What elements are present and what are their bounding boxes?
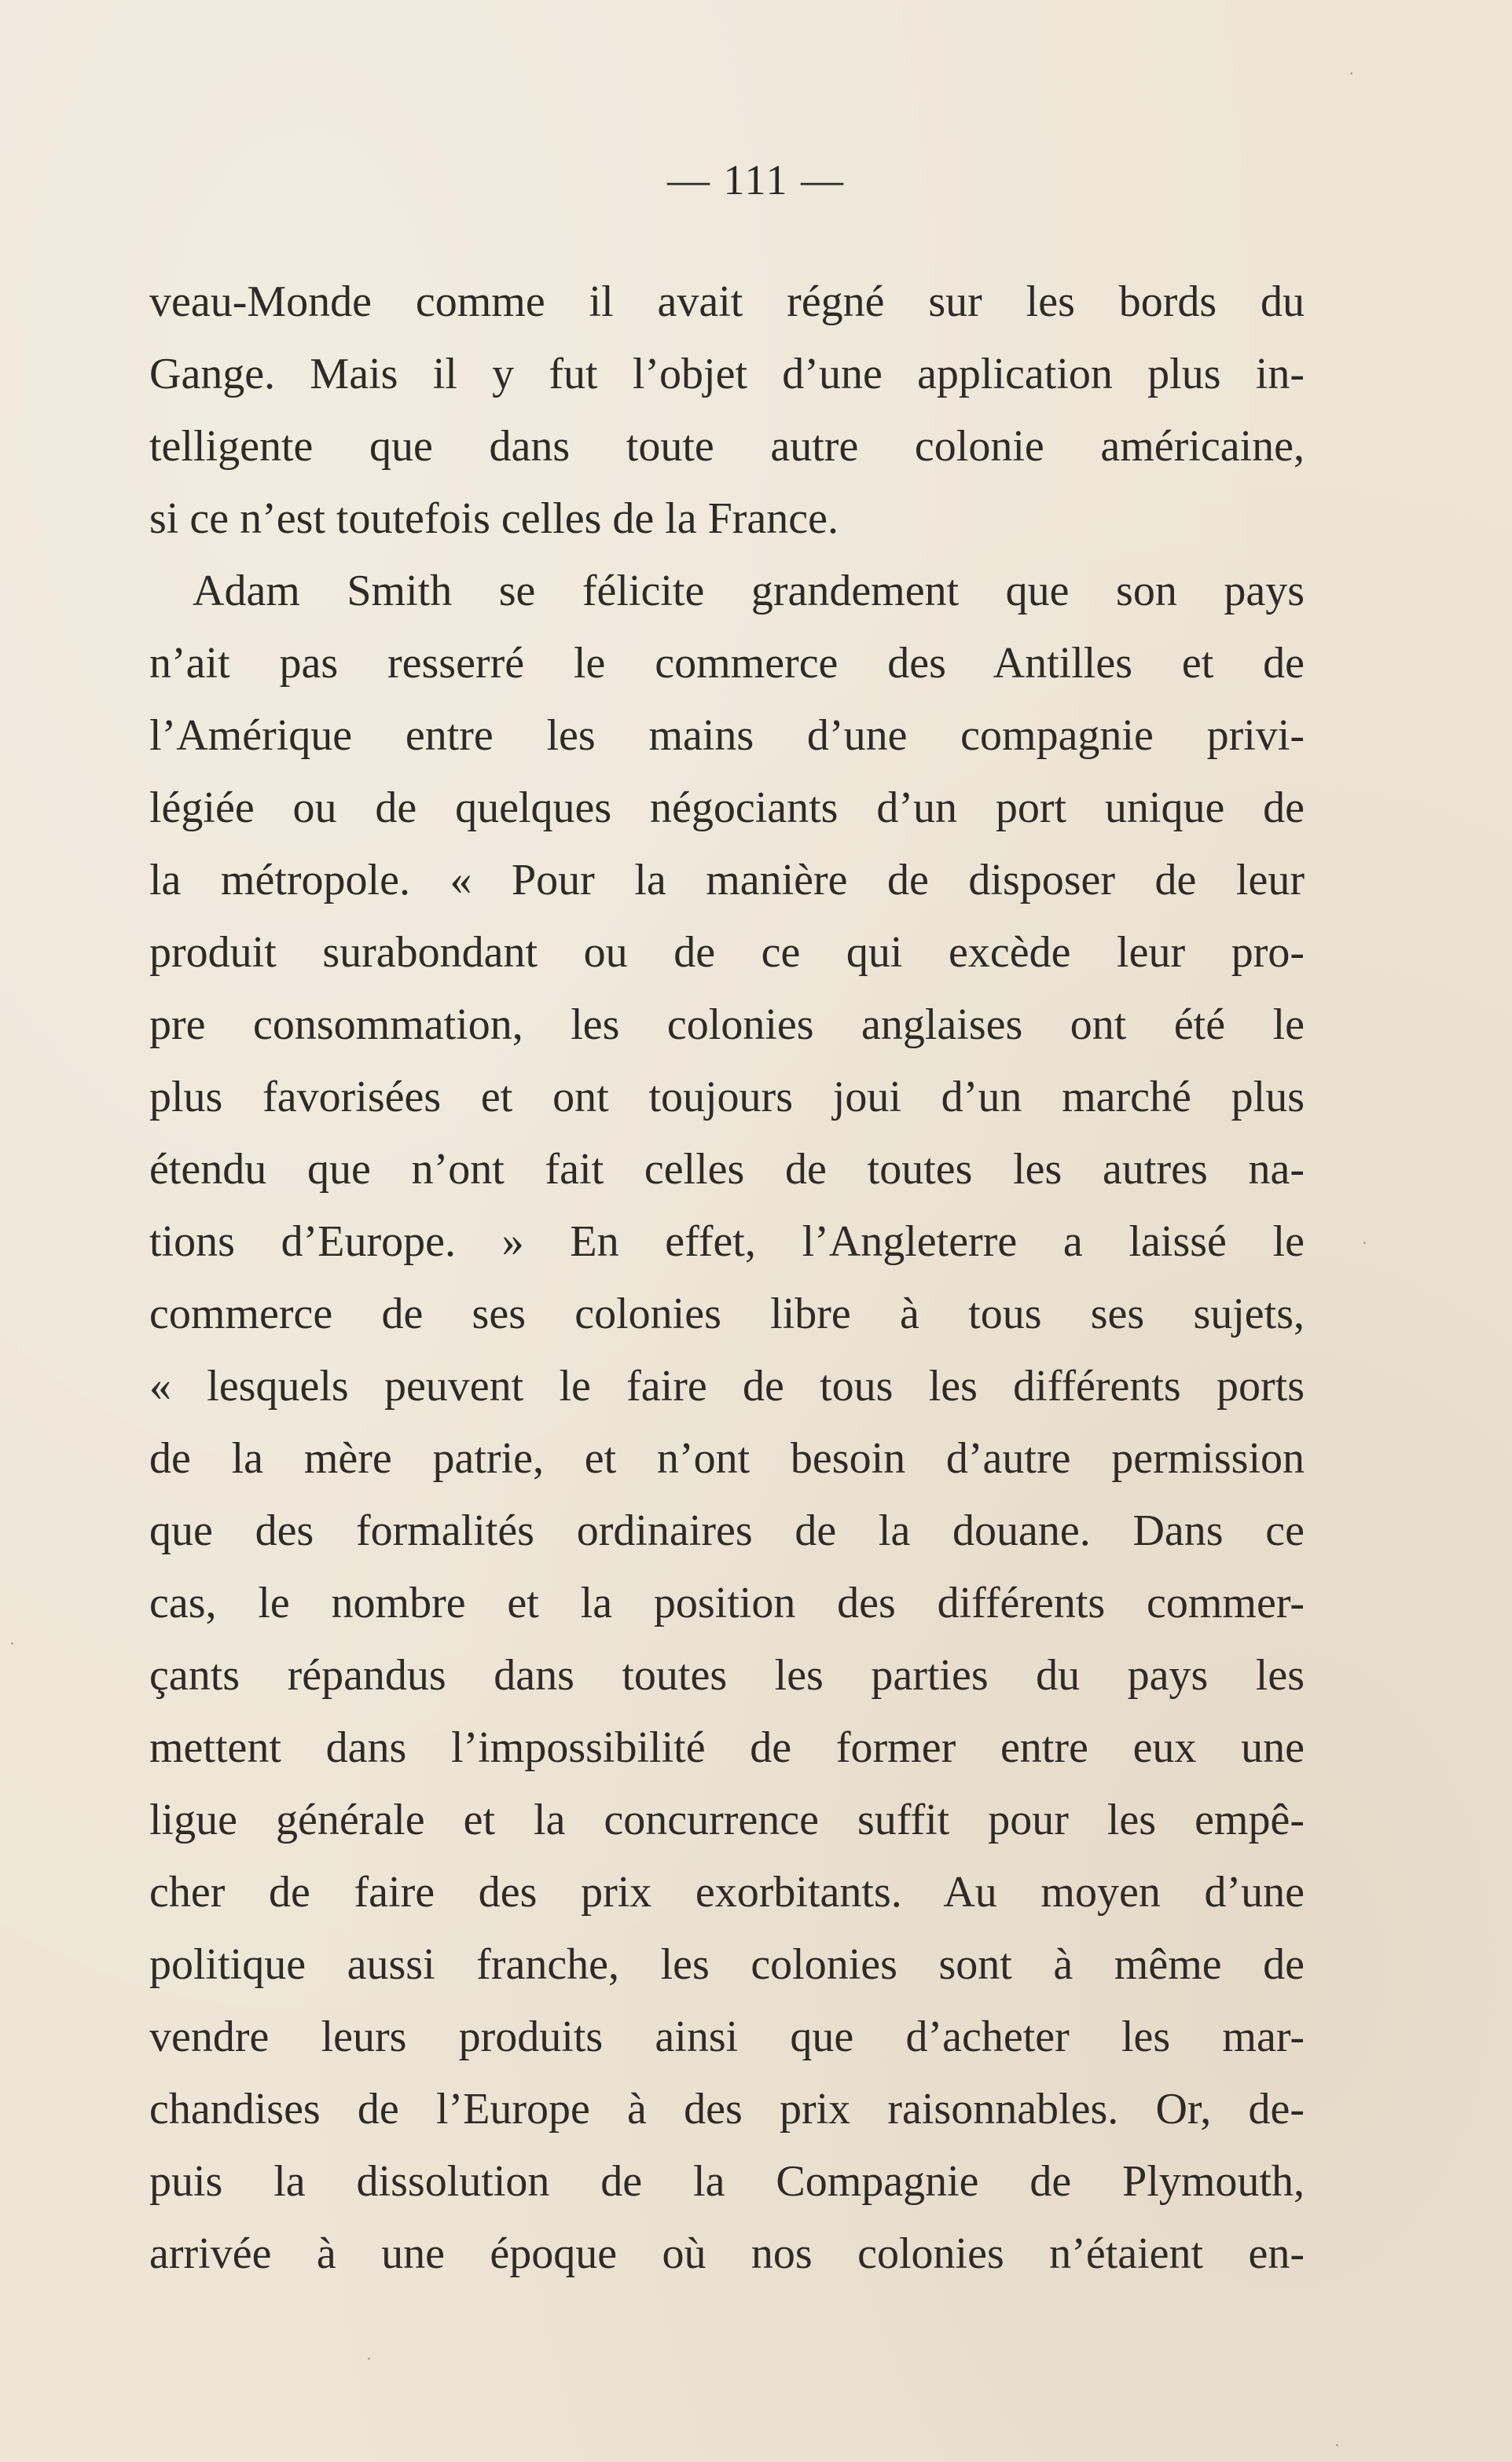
text-line: que des formalités ordinaires de la douane. Dans ce	[149, 1506, 1305, 1555]
text-line: produit surabondant ou de ce qui excède leur pro-	[149, 928, 1305, 977]
paper-speck	[368, 2357, 370, 2360]
text-line: la métropole. « Pour la manière de disposer de leur	[149, 856, 1305, 904]
paper-speck	[1336, 2444, 1338, 2446]
text-line: chandises de l’Europe à des prix raisonnables. Or, de-	[149, 2085, 1305, 2134]
text-line: puis la dissolution de la Compagnie de Plymouth,	[149, 2157, 1305, 2206]
text-line: veau-Monde comme il avait régné sur les bords du	[149, 277, 1305, 326]
text-line: cher de faire des prix exorbitants. Au moyen d’une	[149, 1868, 1305, 1917]
paper-speck	[1350, 72, 1352, 75]
text-line: cas, le nombre et la position des différents commer-	[149, 1579, 1305, 1627]
text-line: n’ait pas resserré le commerce des Antilles et de	[149, 639, 1305, 688]
text-line: mettent dans l’impossibilité de former entre eux une	[149, 1723, 1305, 1772]
text-line: plus favorisées et ont toujours joui d’un marché plus	[149, 1073, 1305, 1121]
text-line: « lesquels peuvent le faire de tous les différents ports	[149, 1362, 1305, 1411]
text-line: étendu que n’ont fait celles de toutes les autres na-	[149, 1145, 1305, 1194]
text-line: vendre leurs produits ainsi que d’acheter les mar-	[149, 2013, 1305, 2061]
text-line: arrivée à une époque où nos colonies n’étaient en-	[149, 2229, 1305, 2278]
paper-speck	[11, 1642, 13, 1645]
text-line: ligue générale et la concurrence suffit pour les empê-	[149, 1796, 1305, 1844]
text-line: Gange. Mais il y fut l’objet d’une application plus in-	[149, 350, 1305, 398]
text-line: de la mère patrie, et n’ont besoin d’autre permission	[149, 1434, 1305, 1483]
text-line: Adam Smith se félicite grandement que son pays	[193, 567, 1305, 615]
page-number: — 111 —	[667, 156, 845, 204]
text-line: çants répandus dans toutes les parties du pays les	[149, 1651, 1305, 1700]
text-line: l’Amérique entre les mains d’une compagnie privi-	[149, 711, 1305, 760]
text-line: si ce n’est toutefois celles de la France.	[149, 494, 839, 543]
body-text	[149, 266, 1305, 2290]
text-line: commerce de ses colonies libre à tous ses sujets,	[149, 1290, 1305, 1338]
paper-speck	[1363, 1242, 1366, 1244]
text-line: politique aussi franche, les colonies sont à même de	[149, 1940, 1305, 1989]
text-line: légiée ou de quelques négociants d’un port unique de	[149, 783, 1305, 832]
text-line: pre consommation, les colonies anglaises ont été le	[149, 1000, 1305, 1049]
text-line: tions d’Europe. » En effet, l’Angleterre a laissé le	[149, 1217, 1305, 1266]
text-line: telligente que dans toute autre colonie américaine,	[149, 422, 1305, 471]
